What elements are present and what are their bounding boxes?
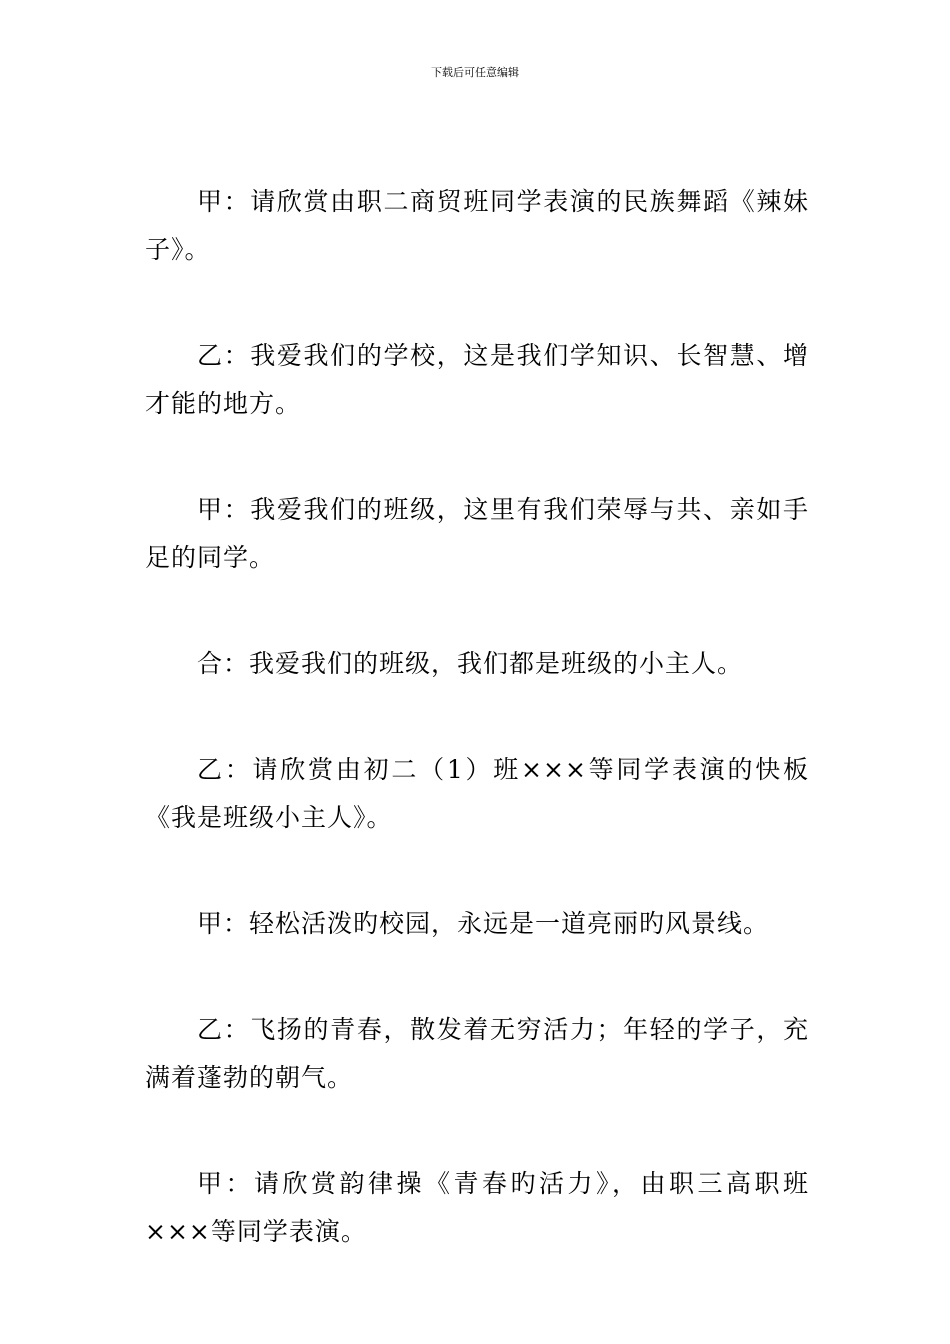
page-header: 下载后可任意编辑 bbox=[431, 66, 519, 79]
document-body bbox=[145, 178, 809, 1314]
paragraph: 合：我爱我们的班级，我们都是班级的小主人。 bbox=[197, 649, 744, 678]
paragraph: 甲：轻松活泼旳校园，永远是一道亮丽旳风景线。 bbox=[197, 909, 770, 938]
paragraph: 乙：请欣赏由初二（1）班×××等同学表演的快板《我是班级小主人》。 bbox=[145, 755, 809, 832]
paragraph: 乙：飞扬的青春，散发着无穷活力；年轻的学子，充满着蓬勃的朝气。 bbox=[145, 1015, 809, 1092]
paragraph: 甲：我爱我们的班级，这里有我们荣辱与共、亲如手足的同学。 bbox=[145, 495, 809, 572]
paragraph: 乙：我爱我们的学校，这是我们学知识、长智慧、增才能的地方。 bbox=[145, 341, 809, 418]
paragraph: 甲：请欣赏韵律操《青春旳活力》，由职三高职班×××等同学表演。 bbox=[145, 1169, 809, 1246]
paragraph: 甲：请欣赏由职二商贸班同学表演的民族舞蹈《辣妹子》。 bbox=[145, 187, 809, 264]
